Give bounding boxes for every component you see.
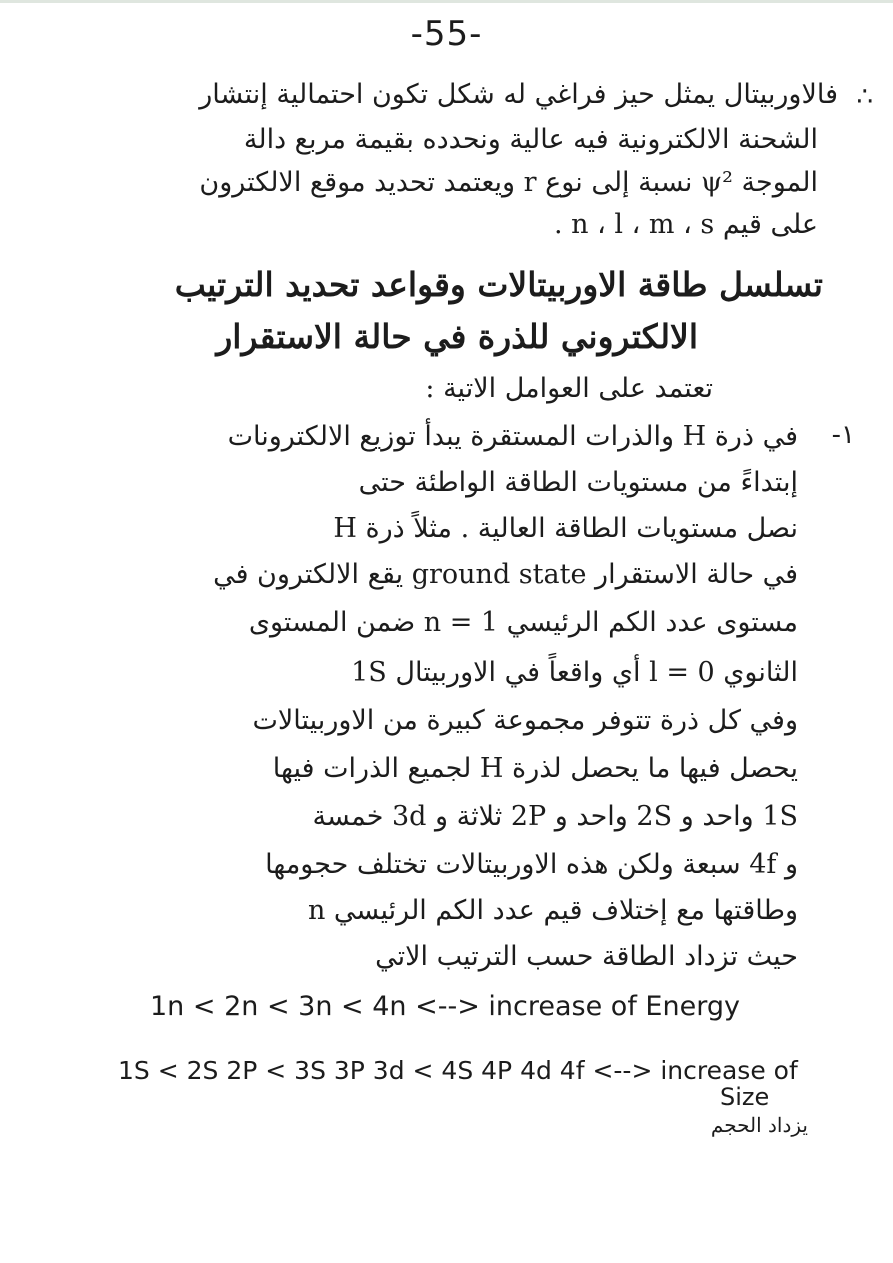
item1-line-9: 1S واحد و 2S واحد و 2P ثلاثة و 3d خمسة bbox=[312, 801, 798, 832]
energy-sequence: 1n < 2n < 3n < 4n <--> increase of Energy bbox=[150, 991, 740, 1022]
item1-line-12: حيث تزداد الطاقة حسب الترتيب الاتي bbox=[375, 941, 798, 972]
item1-line-6: الثانوي l = 0 أي واقعاً في الاوربيتال 1S bbox=[351, 657, 798, 688]
page-number: -55- bbox=[410, 14, 483, 54]
top-edge-rule bbox=[0, 0, 893, 3]
item1-line-1: في ذرة H والذرات المستقرة يبدأ توزيع الالكترونات bbox=[227, 421, 798, 452]
para1-line-1: فالاوربيتال يمثل حيز فراغي له شكل تكون احتمالية إنتشار bbox=[199, 79, 838, 110]
size-sequence: 1S < 2S 2P < 3S 3P 3d < 4S 4P 4d 4f <--> increase of bbox=[118, 1056, 798, 1085]
item1-line-2: إبتداءً من مستويات الطاقة الواطئة حتى bbox=[358, 467, 798, 498]
size-word: Size bbox=[720, 1083, 770, 1111]
item1-line-10: و 4f سبعة ولكن هذه الاوربيتالات تختلف حجومها bbox=[265, 849, 798, 880]
para1-line-3: الموجة ψ² نسبة إلى نوع r ويعتمد تحديد موقع الالكترون bbox=[199, 167, 818, 198]
item1-line-8: يحصل فيها ما يحصل لذرة H لجميع الذرات فيها bbox=[272, 753, 798, 784]
therefore-symbol: ∴ bbox=[856, 82, 873, 112]
section-heading-line-2: الالكتروني للذرة في حالة الاستقرار bbox=[216, 317, 698, 356]
para1-line-2: الشحنة الالكترونية فيه عالية ونحدده بقيمة مربع دالة bbox=[243, 124, 818, 155]
para1-line-4: على قيم n ، l ، m ، s . bbox=[553, 209, 818, 240]
item1-line-7: وفي كل ذرة تتوفر مجموعة كبيرة من الاوربيتالات bbox=[252, 705, 798, 736]
item1-line-5: مستوى عدد الكم الرئيسي n = 1 ضمن المستوى bbox=[248, 607, 798, 638]
item1-line-4: في حالة الاستقرار ground state يقع الالكترون في bbox=[213, 559, 798, 590]
size-arabic-note: يزداد الحجم bbox=[710, 1113, 808, 1137]
item-1-marker: ١- bbox=[831, 420, 855, 450]
section-heading-line-1: تسلسل طاقة الاوربيتالات وقواعد تحديد الترتيب bbox=[174, 265, 823, 304]
item1-line-11: وطاقتها مع إختلاف قيم عدد الكم الرئيسي n bbox=[307, 895, 798, 926]
item1-line-3: نصل مستويات الطاقة العالية . مثلاً ذرة H bbox=[333, 513, 798, 544]
intro-line: تعتمد على العوامل الاتية : bbox=[425, 373, 713, 404]
